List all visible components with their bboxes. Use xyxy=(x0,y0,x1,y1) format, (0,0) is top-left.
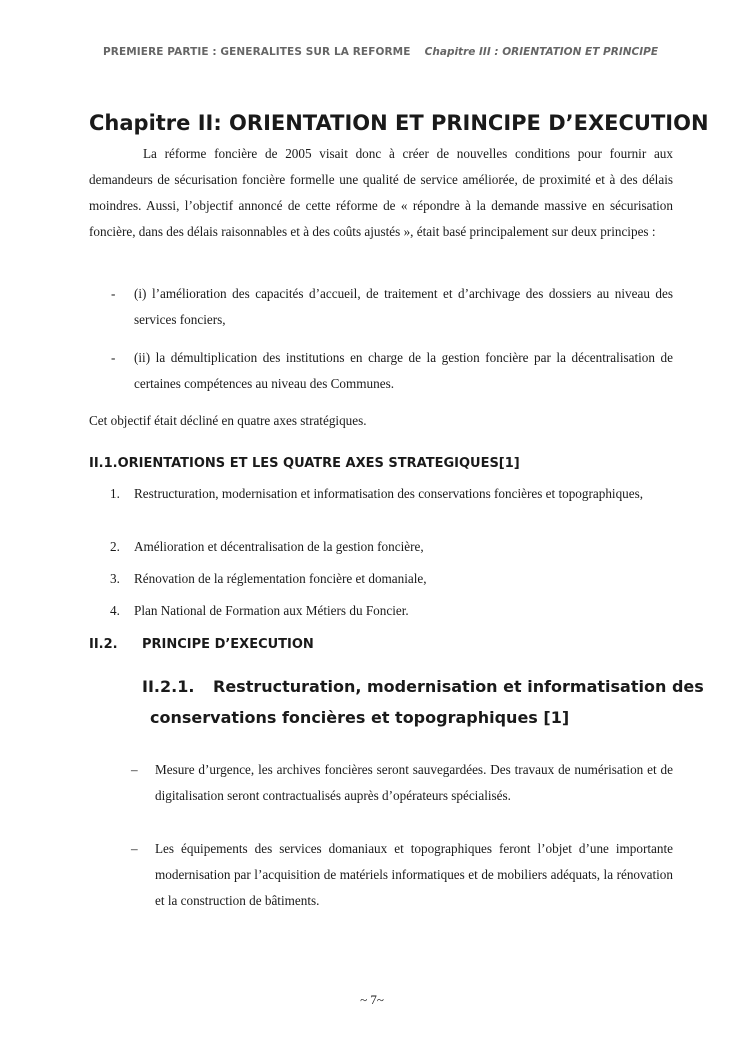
numbered-item-text: Amélioration et décentralisation de la gestion foncière, xyxy=(134,539,424,554)
list-item xyxy=(131,757,673,809)
list-item xyxy=(131,836,673,914)
page-number: ~ 7~ xyxy=(360,992,384,1007)
section-number-2: II.2. xyxy=(89,637,118,652)
numbered-item-text: Rénovation de la réglementation foncière et domaniale, xyxy=(134,571,427,586)
running-header-right: Chapitre III : ORIENTATION ET PRINCIPE xyxy=(424,46,658,58)
list-marker: - xyxy=(111,350,116,365)
numbered-item xyxy=(89,601,673,621)
subsection-title-line2: conservations foncières et topographiques [1] xyxy=(150,708,570,727)
numbered-item xyxy=(89,484,673,504)
list-number: 3. xyxy=(110,571,120,586)
numbered-item xyxy=(89,569,673,589)
objective-sentence: Cet objectif était décliné en quatre axes stratégiques. xyxy=(89,413,367,428)
section-heading-1: II.1.ORIENTATIONS ET LES QUATRE AXES STRATEGIQUES[1] xyxy=(89,456,520,471)
numbered-item-text: Plan National de Formation aux Métiers du Foncier. xyxy=(134,603,409,618)
list-marker: - xyxy=(111,286,116,301)
list-item xyxy=(89,345,673,397)
list-item-text: Mesure d’urgence, les archives foncières seront sauvegardées. Des travaux de numérisation et de digitalisation seront contractualisés auprès d’opérateurs spécialisés. xyxy=(155,762,673,803)
list-number: 4. xyxy=(110,603,120,618)
chapter-title: Chapitre II: ORIENTATION ET PRINCIPE D’EXECUTION xyxy=(89,111,709,135)
list-number: 1. xyxy=(110,486,120,501)
list-marker: – xyxy=(131,762,138,777)
numbered-item-text: Restructuration, modernisation et informatisation des conservations foncières et topographiques, xyxy=(134,486,644,501)
subsection-number: II.2.1. xyxy=(142,677,195,696)
numbered-item xyxy=(89,537,673,557)
list-marker: – xyxy=(131,841,138,856)
subsection-title-line1: Restructuration, modernisation et informatisation des xyxy=(213,677,704,696)
intro-paragraph: La réforme foncière de 2005 visait donc à créer de nouvelles conditions pour fournir aux demandeurs de sécurisation foncière formelle une qualité de service améliorée, de proximité et à des délais moindres. Aussi, l’objectif annoncé de cette réforme de « répondre à la demande massive en sécurisation foncière, dans des délais raisonnables et à des coûts ajustés », était basé principalement sur deux principes : xyxy=(89,146,673,239)
list-item xyxy=(89,281,673,333)
list-item-text: (ii) la démultiplication des institutions en charge de la gestion foncière par la décentralisation de certaines compétences au niveau des Communes. xyxy=(134,350,673,391)
list-item-text: Les équipements des services domaniaux et topographiques feront l’objet d’une importante modernisation par l’acquisition de matériels informatiques et de mobiliers adéquats, la rénovation et la construction de bâtiments. xyxy=(155,841,673,908)
list-item-text: (i) l’amélioration des capacités d’accueil, de traitement et d’archivage des dossiers au niveau des services fonciers, xyxy=(134,286,673,327)
list-number: 2. xyxy=(110,539,120,554)
section-heading-2: PRINCIPE D’EXECUTION xyxy=(142,637,314,652)
running-header-left: PREMIERE PARTIE : GENERALITES SUR LA REFORME xyxy=(103,46,411,58)
